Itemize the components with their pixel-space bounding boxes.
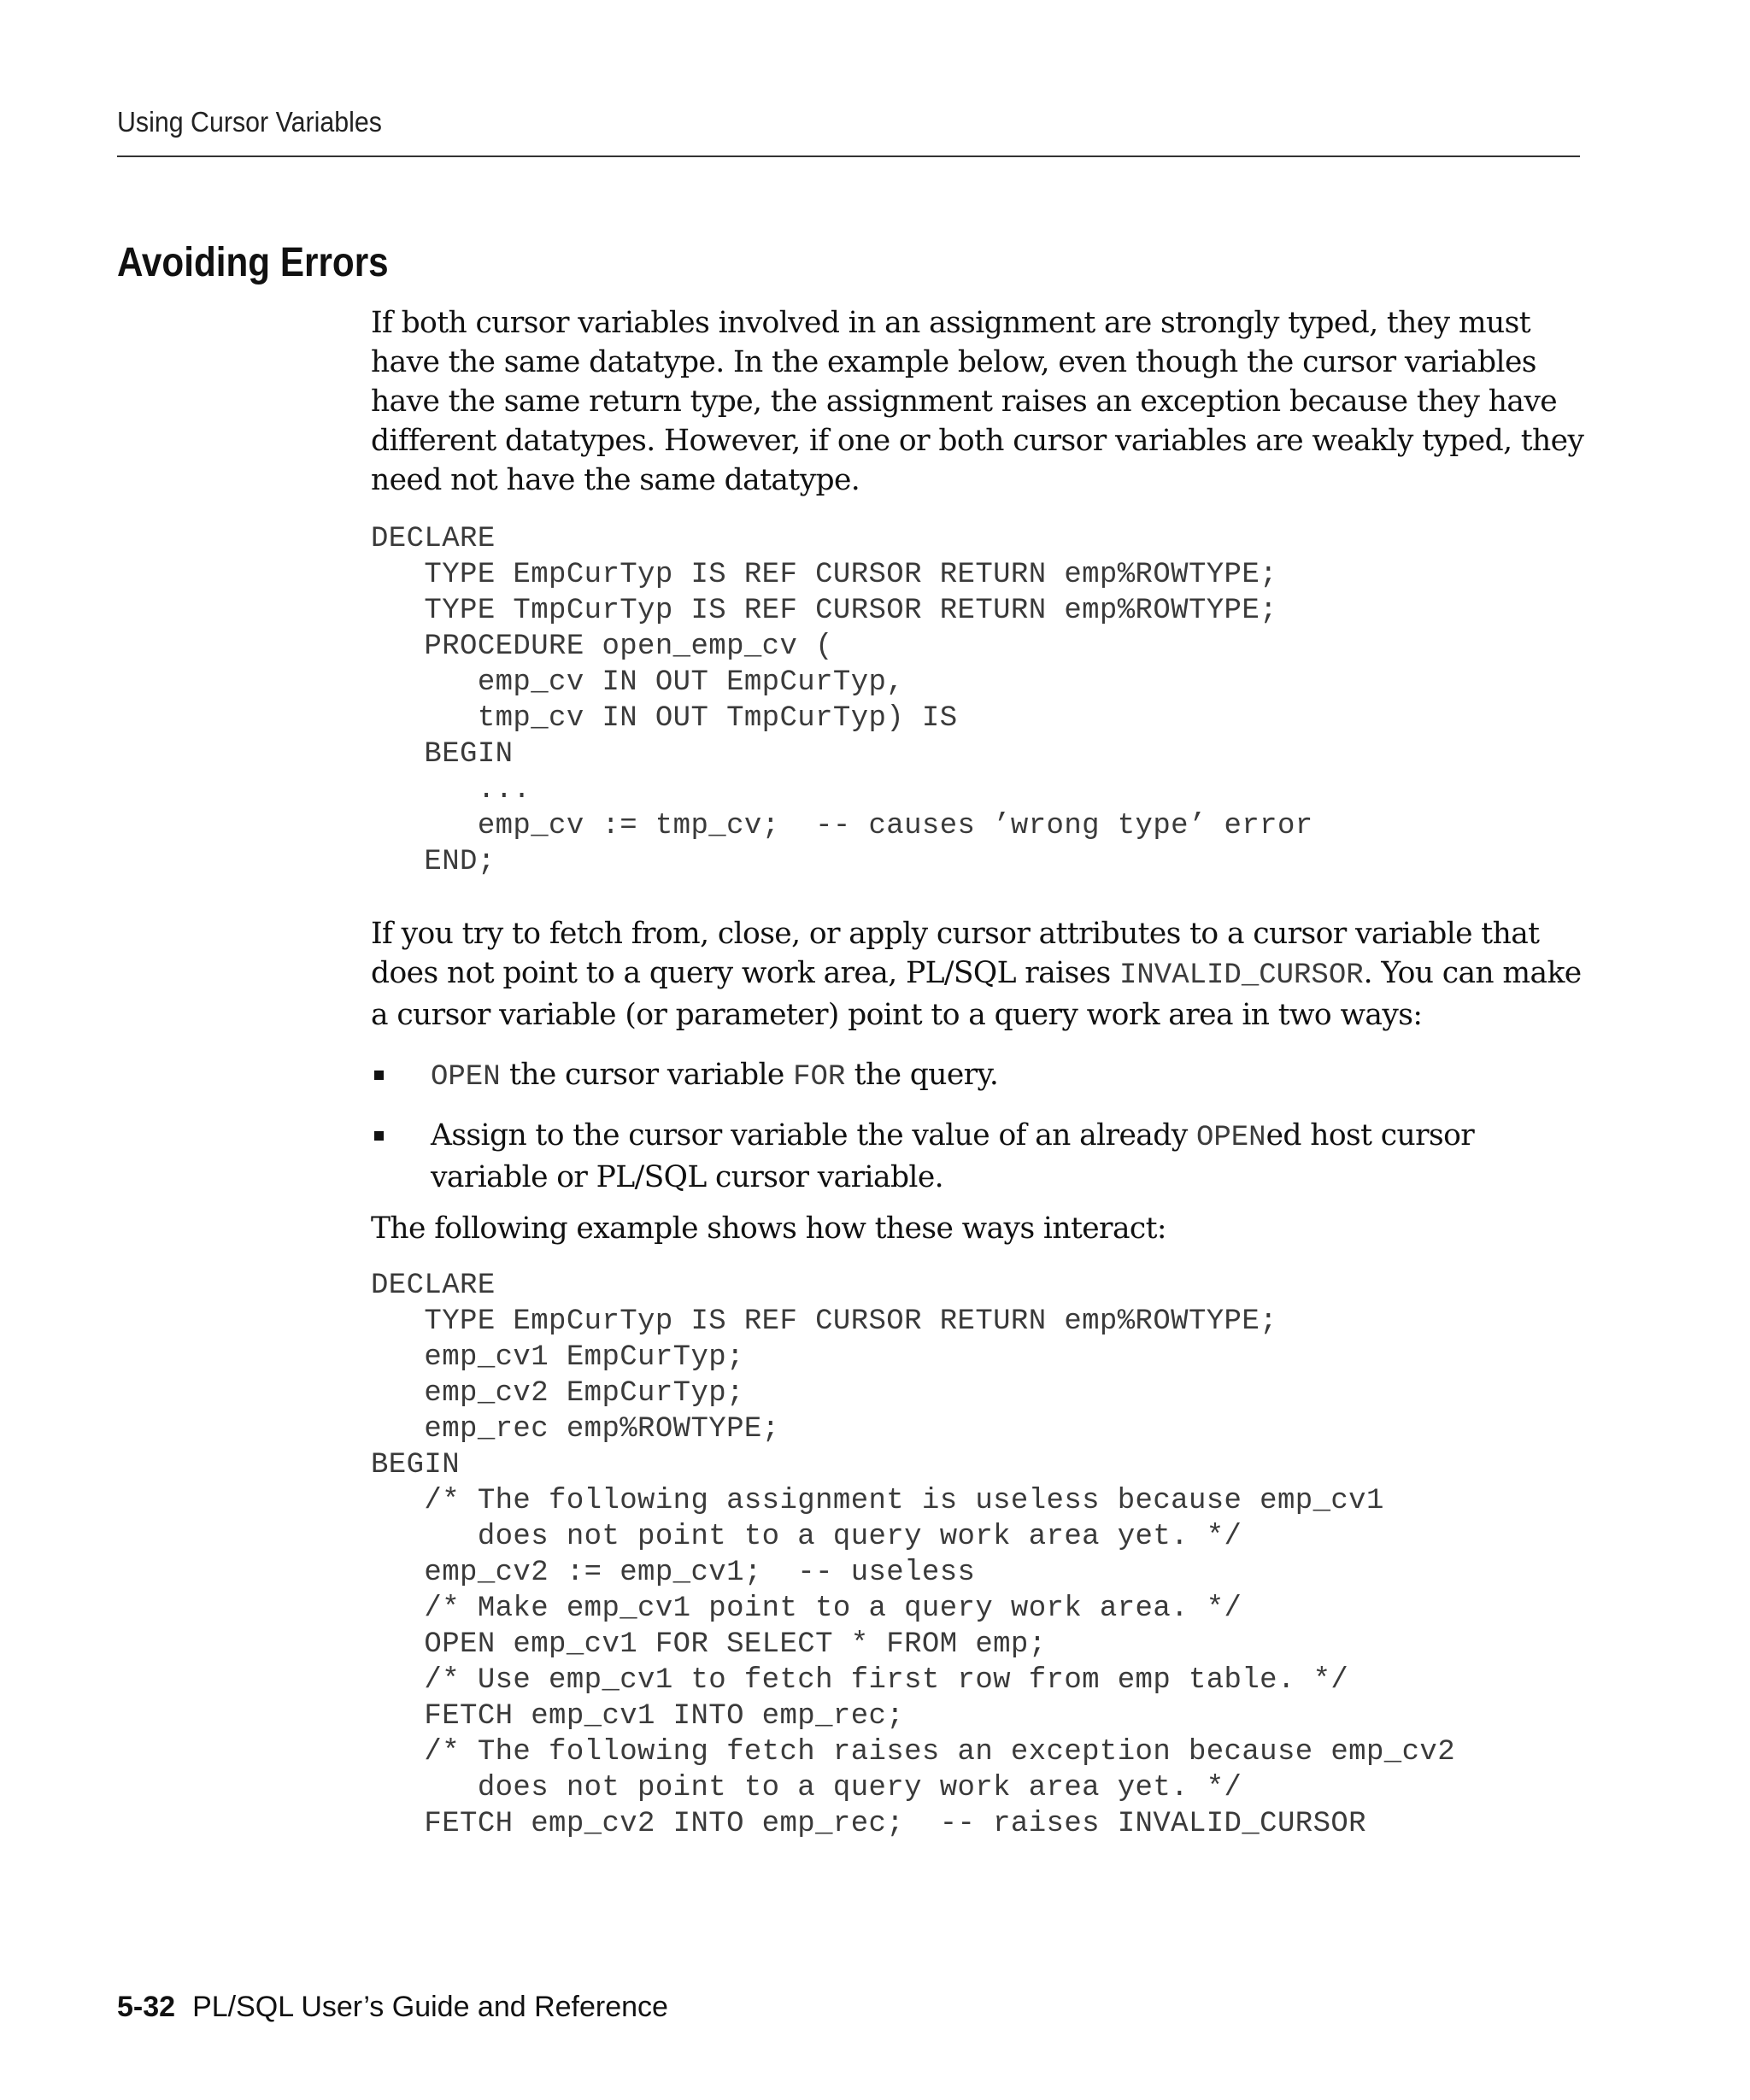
bullet-text: the query. — [845, 1058, 999, 1092]
code-example-1: DECLARE TYPE EmpCurTyp IS REF CURSOR RETURN emp%ROWTYPE; TYPE TmpCurTyp IS REF CURSOR RETURN emp%ROWTYPE; PROCEDURE open_emp_cv ( emp_cv IN OUT EmpCurTyp, tmp_cv IN OUT TmpCurTyp) IS BEGIN ... emp_cv := tmp_cv; -- causes ’wrong type’ error END; — [371, 523, 1313, 878]
code-example-1-container — [371, 521, 1584, 880]
for-code: FOR — [793, 1061, 846, 1094]
bullet-item-open — [371, 1055, 1584, 1097]
running-header: Using Cursor Variables — [117, 106, 382, 138]
bullet-square-icon — [374, 1071, 384, 1080]
bullet-text: the cursor variable — [500, 1058, 794, 1092]
section-title: Avoiding Errors — [117, 240, 389, 285]
intro-paragraph: If both cursor variables involved in an assignment are strongly typed, they must have the same datatype. In the example below, even though the cursor variables have the same return type, the assignment raises an exception because they have different datatypes. However, if one or both cursor variables are weakly typed, they need not have the same datatype. — [371, 306, 1584, 497]
interaction-intro-container — [371, 1209, 1584, 1248]
ways-bullet-list — [371, 1055, 1584, 1197]
invalid-cursor-code: INVALID_CURSOR — [1119, 959, 1364, 992]
open-code: OPEN — [1195, 1122, 1266, 1154]
bullet-text: Assign to the cursor variable the value of an already — [431, 1118, 1196, 1153]
bullet-item-assign — [371, 1116, 1584, 1197]
intro-paragraph-container — [371, 303, 1584, 500]
bullet-text: ed host cursor variable or PL/SQL cursor variable. — [431, 1118, 1475, 1194]
code-example-2-container — [371, 1268, 1584, 1842]
page-footer — [117, 1991, 668, 2024]
code-example-2: DECLARE TYPE EmpCurTyp IS REF CURSOR RETURN emp%ROWTYPE; emp_cv1 EmpCurTyp; emp_cv2 EmpCurTyp; emp_rec emp%ROWTYPE; BEGIN /* The following assignment is useless because emp_cv1 does not point to a query work area yet. */ emp_cv2 := emp_cv1; -- useless /* Make emp_cv1 point to a query work area. */ OPEN emp_cv1 FOR SELECT * FROM emp; /* Use emp_cv1 to fetch first row from emp table. */ FETCH emp_cv1 INTO emp_rec; /* The following fetch raises an exception because emp_cv2 does not point to a query work area yet. */ FETCH emp_cv2 INTO emp_rec; -- raises INVALID_CURSOR — [371, 1270, 1456, 1840]
invalid-cursor-paragraph — [371, 914, 1584, 1035]
para2-text-before: If you try to fetch from, close, or apply cursor attributes to a cursor variable that does not point to a query work area, PL/SQL raises — [371, 917, 1540, 990]
book-title: PL/SQL User’s Guide and Reference — [192, 1991, 668, 2023]
header-rule — [117, 155, 1580, 157]
open-code: OPEN — [431, 1061, 501, 1094]
page-number: 5-32 — [117, 1991, 176, 2023]
invalid-cursor-paragraph-container — [371, 914, 1584, 1035]
interaction-intro: The following example shows how these ways interact: — [371, 1211, 1166, 1246]
bullet-square-icon — [374, 1131, 384, 1141]
para2-text-after: . You can make a cursor variable (or parameter) point to a query work area in two ways: — [371, 956, 1582, 1032]
